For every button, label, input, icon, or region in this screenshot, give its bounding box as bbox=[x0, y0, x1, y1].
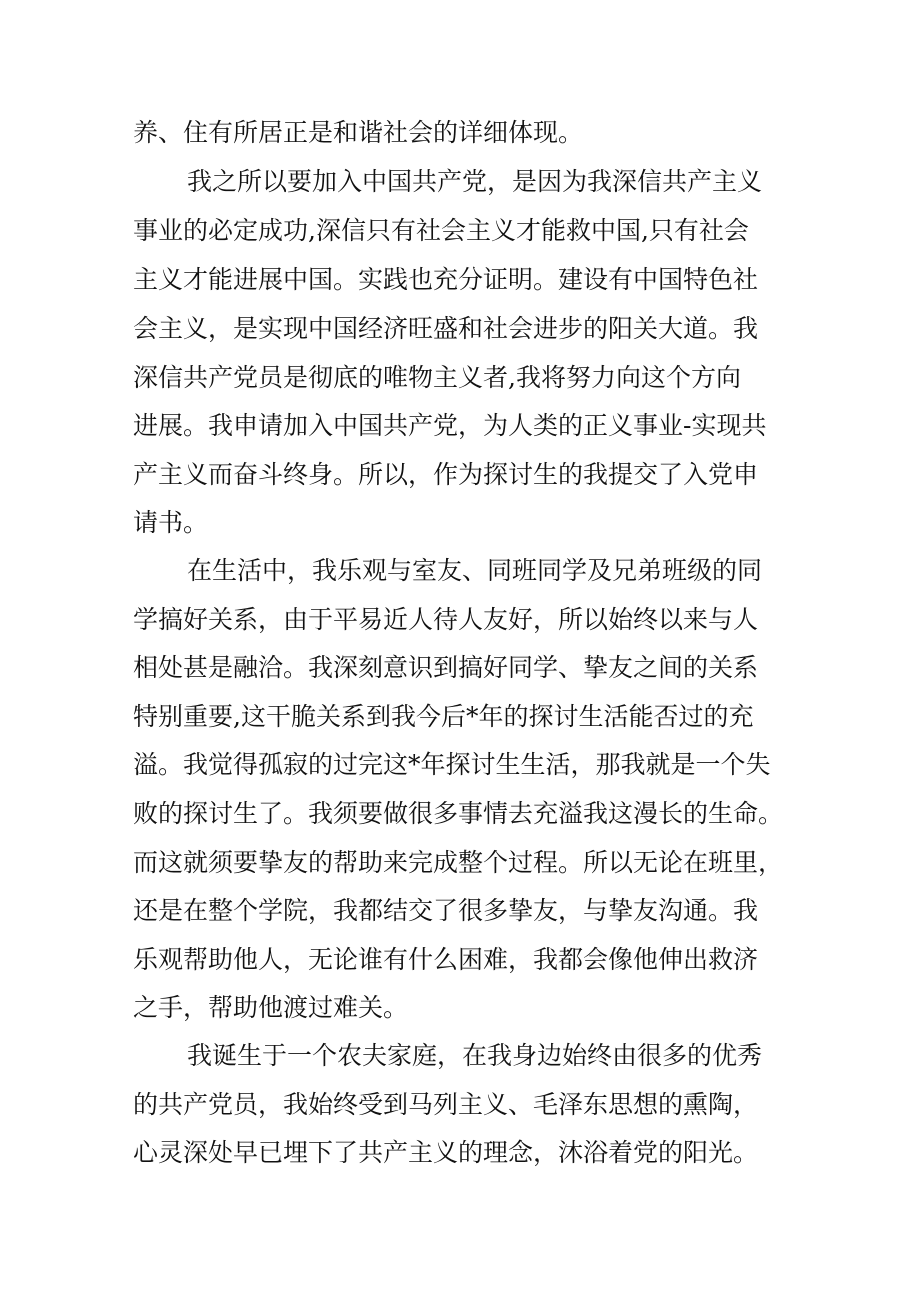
text-line: 学搞好关系，由于平易近人待人友好，所以始终以来与人 bbox=[133, 605, 759, 634]
text-line: 会主义，是实现中国经济旺盛和社会进步的阳关大道。我 bbox=[133, 314, 759, 343]
text-line: 溢。我觉得孤寂的过完这*年探讨生生活，那我就是一个失 bbox=[133, 750, 771, 779]
text-line: 的共产党员，我始终受到马列主义、毛泽东思想的熏陶， bbox=[133, 1090, 759, 1119]
text-line: 我之所以要加入中国共产党，是因为我深信共产主义 bbox=[187, 167, 763, 196]
text-line: 还是在整个学院，我都结交了很多挚友，与挚友沟通。我 bbox=[133, 896, 759, 925]
text-line: 而这就须要挚友的帮助来完成整个过程。所以无论在班里， bbox=[133, 848, 784, 877]
text-line: 主义才能进展中国。实践也充分证明。建设有中国特色社 bbox=[133, 265, 759, 294]
text-line: 乐观帮助他人，无论谁有什么困难，我都会像他伸出救济 bbox=[133, 945, 759, 974]
text-line: 败的探讨生了。我须要做很多事情去充溢我这漫长的生命。 bbox=[133, 799, 784, 828]
text-line: 相处甚是融洽。我深刻意识到搞好同学、挚友之间的关系 bbox=[133, 653, 759, 682]
text-line: 特别重要,这干脆关系到我今后*年的探讨生活能否过的充 bbox=[133, 702, 754, 731]
text-line: 养、住有所居正是和谐社会的详细体现。 bbox=[133, 118, 584, 147]
text-line: 之手，帮助他渡过难关。 bbox=[133, 993, 409, 1022]
text-line: 事业的必定成功,深信只有社会主义才能救中国,只有社会 bbox=[133, 216, 749, 245]
text-line: 进展。我申请加入中国共产党，为人类的正义事业-实现共 bbox=[133, 411, 767, 440]
text-line: 心灵深处早已埋下了共产主义的理念，沐浴着党的阳光。 bbox=[133, 1138, 759, 1167]
text-line: 在生活中，我乐观与室友、同班同学及兄弟班级的同 bbox=[187, 556, 763, 585]
text-line: 深信共产党员是彻底的唯物主义者,我将努力向这个方向 bbox=[133, 363, 741, 392]
text-line: 我诞生于一个农夫家庭，在我身边始终由很多的优秀 bbox=[187, 1041, 763, 1070]
text-line: 产主义而奋斗终身。所以，作为探讨生的我提交了入党申 bbox=[133, 460, 759, 489]
text-line: 请书。 bbox=[133, 508, 209, 537]
